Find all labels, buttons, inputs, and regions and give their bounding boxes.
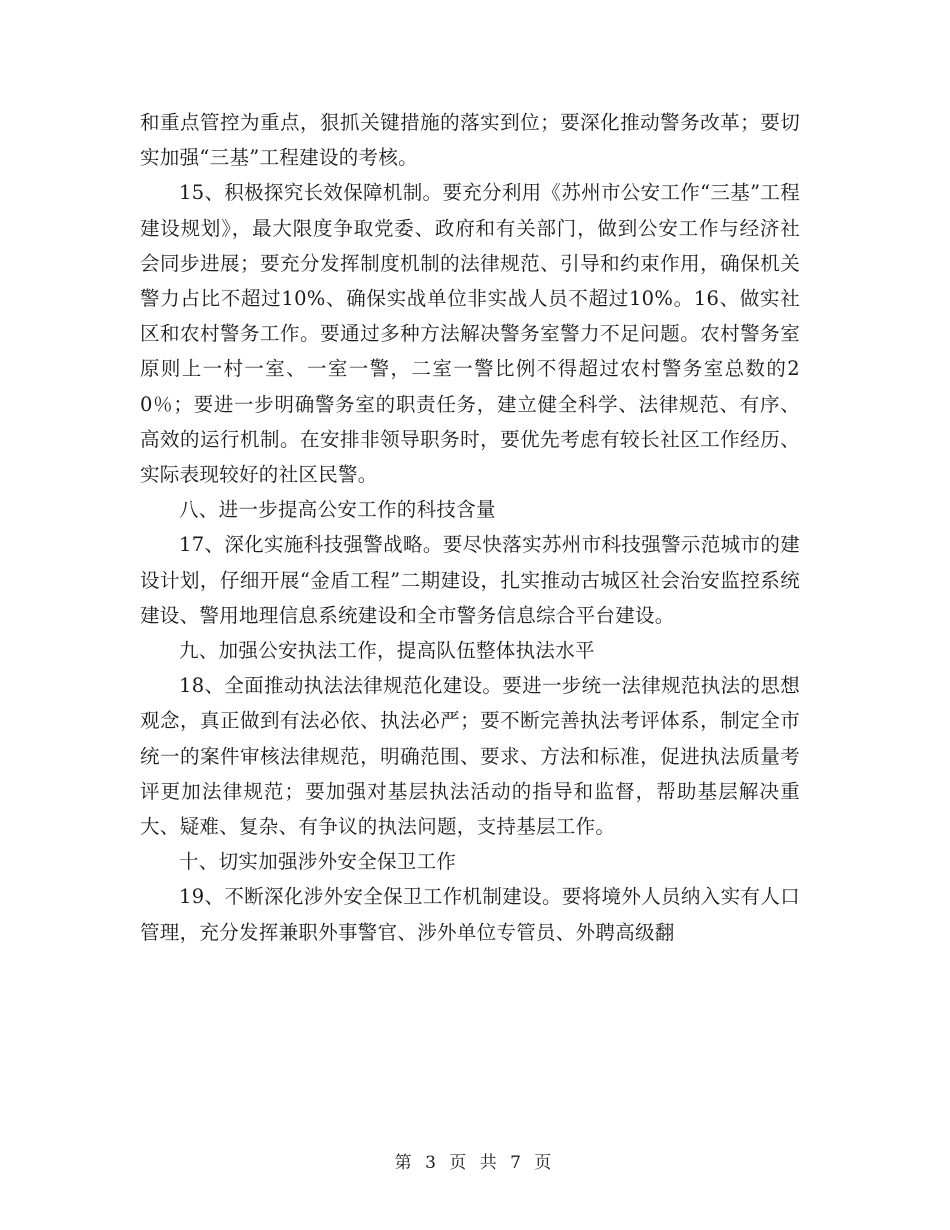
- section-heading-8: 八、进一步提高公安工作的科技含量: [179, 498, 496, 522]
- section-heading-10: 十、切实加强涉外安全保卫工作: [179, 850, 457, 874]
- paragraph-continuation: 和重点管控为重点，狠抓关键措施的落实到位；要深化推动警务改革；要切实加强“三基”工程建设的考核。: [140, 111, 800, 170]
- paragraph-item-17: 17、深化实施科技强警战略。要尽快落实苏州市科技强警示范城市的建设计划，仔细开展“金盾工程”二期建设，扎实推动古城区社会治安监控系统建设、警用地理信息系统建设和全市警务信息综合平台建设。: [140, 533, 800, 627]
- page-number-footer: 第 3 页 共 7 页: [394, 1153, 556, 1173]
- paragraph-item-18: 18、全面推动执法法律规范化建设。要进一步统一法律规范执法的思想观念，真正做到有法必依、执法必严；要不断完善执法考评体系，制定全市统一的案件审核法律规范，明确范围、要求、方法和标准，促进执法质量考评更加法律规范；要加强对基层执法活动的指导和监督，帮助基层解决重大、疑难、复杂、有争议的执法问题，支持基层工作。: [140, 674, 800, 839]
- paragraph-item-19: 19、不断深化涉外安全保卫工作机制建设。要将境外人员纳入实有人口管理，充分发挥兼职外事警官、涉外单位专管员、外聘高级翻: [140, 885, 800, 944]
- paragraph-item-15-16: 15、积极探究长效保障机制。要充分利用《苏州市公安工作“三基”工程建设规划》，最大限度争取党委、政府和有关部门，做到公安工作与经济社会同步进展；要充分发挥制度机制的法律规范、引导和约束作用，确保机关警力占比不超过10%、确保实战单位非实战人员不超过10%。16、做实社区和农村警务工作。要通过多种方法解决警务室警力不足问题。农村警务室原则上一村一室、一室一警，二室一警比例不得超过农村警务室总数的20％；要进一步明确警务室的职责任务，建立健全科学、法律规范、有序、高效的运行机制。在安排非领导职务时，要优先考虑有较长社区工作经历、实际表现较好的社区民警。: [140, 181, 800, 487]
- document-body: [140, 105, 800, 950]
- section-heading-9: 九、加强公安执法工作，提高队伍整体执法水平: [179, 639, 595, 663]
